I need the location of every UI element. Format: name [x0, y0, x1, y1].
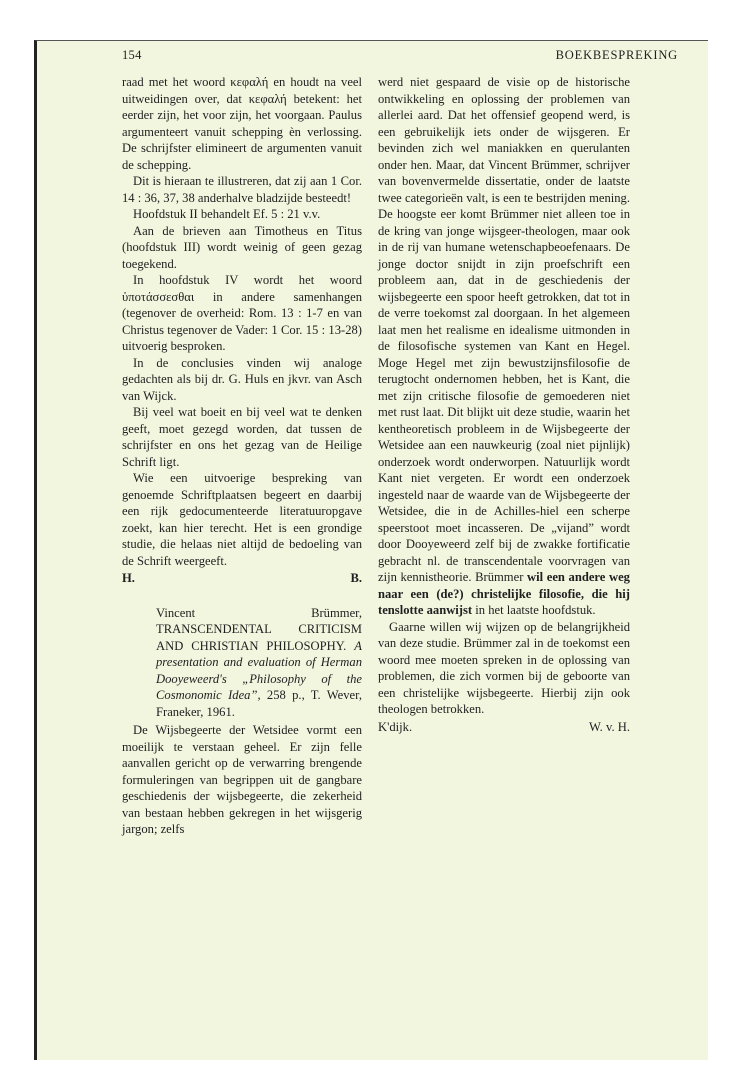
bold-text: wil een andere weg naar een (de?) christelijke filosofie, die hij tenslotte aanwijst	[378, 570, 630, 617]
reviewer-signature	[378, 719, 630, 736]
running-title: BOEKBESPREKING	[555, 48, 678, 62]
signature-right: W. v. H.	[588, 719, 630, 734]
signature-right: B.	[350, 571, 362, 585]
book-citation	[122, 605, 362, 721]
paragraph: In hoofdstuk IV wordt het woord ὑποτάσσεσθαι in andere samenhangen (tegenover de overheid: Rom. 13 : 1-7 en van Christus tegenover de Vader: 1 Cor. 15 : 13-28) uitvoerig besproken.	[122, 273, 362, 353]
paragraph: Hoofdstuk II behandelt Ef. 5 : 21 v.v.	[133, 207, 321, 221]
right-column	[378, 74, 630, 735]
paragraph: In de conclusies vinden wij analoge gedachten als bij dr. G. Huls en jkvr. van Asch van Wijck.	[122, 355, 362, 403]
paragraph: Dit is hieraan te illustreren, dat zij aan 1 Cor. 14 : 36, 37, 38 anderhalve bladzijde besteedt!	[122, 174, 362, 205]
reviewer-signature	[122, 570, 362, 587]
page-number: 154	[122, 48, 142, 62]
paragraph: Aan de brieven aan Timotheus en Titus (hoofdstuk III) wordt weinig of geen gezag toegekend.	[122, 223, 362, 271]
paragraph	[378, 74, 630, 619]
citation-details: 258 p., T. Wever, Franeker, 1961.	[156, 688, 362, 719]
paragraph: Wie een uitvoerige bespreking van genoemde Schriftplaatsen begeert en daarbij een rijk gedocumenteerde literatuuropgave zoekt, kan hier terecht. Het is een grondige studie, die helaas niet altijd de bedoeling van de Schrift weergeeft.	[122, 471, 362, 568]
left-column	[122, 74, 362, 838]
paragraph-text: werd niet gespaard de visie op de historische ontwikkeling en oplossing der problemen van allerlei aard. Dat het offensief geopend werd, is een gebruikelijk iets onder de wijsgeren. Er bevinden zich wel maniakken en querulanten onder hen. Maar, dat Vincent Brümmer, schrijver van bovenvermelde dissertatie, onder de laatste twee categorieën valt, is een te bestrijden mening. De hoogste eer komt Brümmer niet alleen toe in de kring van jonge wijsgeer-theologen, maar ook in de rij van humane wetenschapbeoefenaars. De jonge doctor snijdt in zijn proefschrift een probleem aan, dat in de geschiedenis der wijsbegeerte een spoor heeft getrokken, dat tot in de verre toekomst zal doorgaan. In het algemeen laat men het realisme en idealisme uitmonden in de filosofische systemen van Kant en Hegel. Moge Hegel met zijn bewustzijnsfilosofie de terugtocht ondernomen hebben, het is Kant, die met zijn critische filosofie de gemoederen niet met rust laat. Dit blijkt uit deze studie, waarin het kentheoretisch probleem in de Wijsbegeerte der Wetsidee aan een nauwkeurig (zoal niet pijnlijk) onderzoek wordt onderworpen. Natuurlijk wordt Kant niet vergeten. Er wordt een onderzoek ingesteld naar de waarde van de Wijsbegeerte der Wetsidee, die in de Achilles-hiel een scherpe speerstoot moet incasseren. De „vijand” wordt door Dooyeweerd zelf bij de zwakke fortificatie gebracht nl. de transcendentale voorvragen van zijn kennistheorie. Brümmer	[378, 75, 630, 584]
paragraph: raad met het woord κεφαλή en houdt na veel uitweidingen over, dat κεφαλή betekent: het eerder zijn, het voor zijn, het voorgaan. Paulus argumenteert vanuit schepping èn verlossing. De schrijfster elimineert de argumenten vanuit de schepping.	[122, 75, 362, 172]
paragraph: Gaarne willen wij wijzen op de belangrijkheid van deze studie. Brümmer zal in de toekomst een woord mee moeten spreken in de oplossing van problemen, die zich vormen bij de geboorte van een christelijke wijsbegeerte. Hierbij zijn ook theologen betrokken.	[378, 619, 630, 716]
citation-author-title: Vincent Brümmer, TRANSCENDENTAL CRITICISM AND CHRISTIAN PHILOSOPHY.	[156, 605, 362, 653]
paragraph: Bij veel wat boeit en bij veel wat te denken geeft, moet gezegd worden, dat tussen de schrijfster en ons het gezag van de Heilige Schrift ligt.	[122, 405, 362, 469]
paragraph: De Wijsbegeerte der Wetsidee vormt een moeilijk te verstaan geheel. Er zijn felle aanvallen gericht op de verwarring brengende formuleringen van begrippen uit de gangbare geschiedenis der wijsbegeerte, die zekerheid van bestaan hebben gekregen in het wijsgerig jargon; zelfs	[122, 723, 362, 836]
signature-left: H.	[122, 571, 135, 585]
paragraph-text: in het laatste hoofdstuk.	[475, 603, 596, 617]
citation-subtitle: A presentation and evaluation of Herman Dooyeweerd's „Philosophy of the Cosmonomic Idea”,	[156, 638, 362, 702]
signature-left: K'dijk.	[378, 719, 413, 734]
